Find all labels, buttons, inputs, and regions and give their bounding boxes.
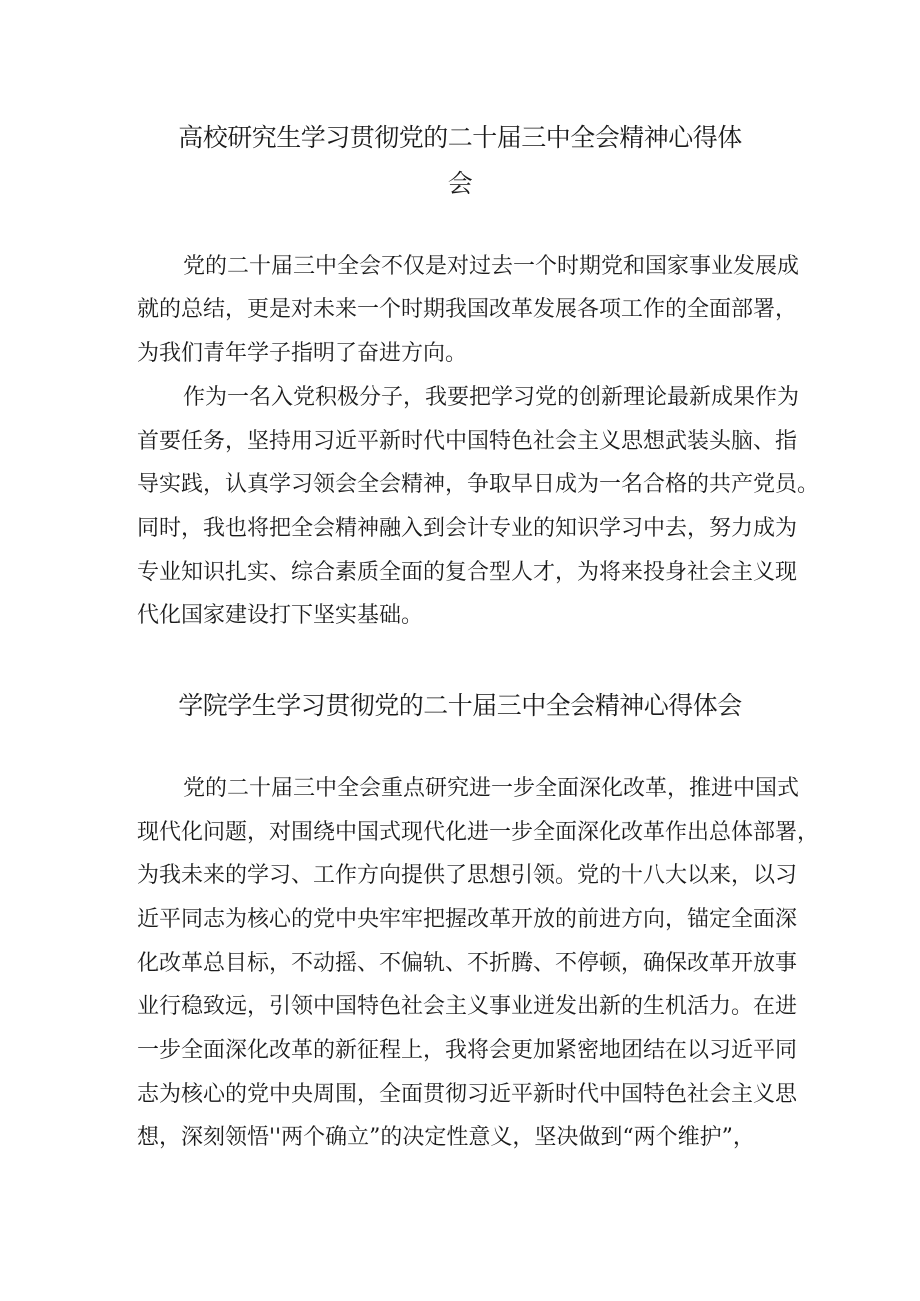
article1-p2-line: 首要任务，坚持用习近平新时代中国特色社会主义思想武装头脑、指 <box>137 429 798 454</box>
article2-p1-line: 化改革总目标，不动摇、不偏轨、不折腾、不停顿，确保改革开放事 <box>137 951 798 976</box>
article2-p1-line: 想，深刻领悟''两个确立”的决定性意义，坚决做到“两个维护”， <box>137 1125 755 1150</box>
article1-p2-line: 导实践，认真学习领会全会精神，争取早日成为一名合格的共产党员。 <box>137 472 820 497</box>
article1-p2-line: 同时，我也将把全会精神融入到会计专业的知识学习中去，努力成为 <box>137 516 798 541</box>
article1-p2-line: 专业知识扎实、综合素质全面的复合型人才，为将来投身社会主义现 <box>137 560 798 585</box>
article1-p2-line: 作为一名入党积极分子，我要把学习党的创新理论最新成果作为 <box>183 385 800 410</box>
article2-p1-line: 志为核心的党中央周围，全面贯彻习近平新时代中国特色社会主义思 <box>137 1082 798 1107</box>
article2-title: 学院学生学习贯彻党的二十届三中全会精神心得体会 <box>178 691 742 720</box>
article2-p1-line: 近平同志为核心的党中央牢牢把握改革开放的前进方向，锚定全面深 <box>137 907 798 932</box>
article1-p1-line: 就的总结，更是对未来一个时期我国改革发展各项工作的全面部署， <box>137 297 798 322</box>
article1-p2-line: 代化国家建设打下坚实基础。 <box>137 603 424 628</box>
article2-p1-line: 现代化问题，对围绕中国式现代化进一步全面深化改革作出总体部署， <box>137 820 820 845</box>
article1-title-line1: 高校研究生学习贯彻党的二十届三中全会精神心得体 <box>178 123 742 152</box>
article2-p1-line: 党的二十届三中全会重点研究进一步全面深化改革，推进中国式 <box>183 776 800 801</box>
article1-p1-line: 为我们青年学子指明了奋进方向。 <box>137 341 468 366</box>
article2-p1-line: 业行稳致远，引领中国特色社会主义事业迸发出新的生机活力。在进 <box>137 994 798 1019</box>
article1-title-line2: 会 <box>447 169 473 198</box>
article2-p1-line: 一步全面深化改革的新征程上，我将会更加紧密地团结在以习近平同 <box>137 1038 798 1063</box>
article2-p1-line: 为我未来的学习、工作方向提供了思想引领。党的十八大以来，以习 <box>137 863 798 888</box>
article1-p1-line: 党的二十届三中全会不仅是对过去一个时期党和国家事业发展成 <box>183 254 800 279</box>
